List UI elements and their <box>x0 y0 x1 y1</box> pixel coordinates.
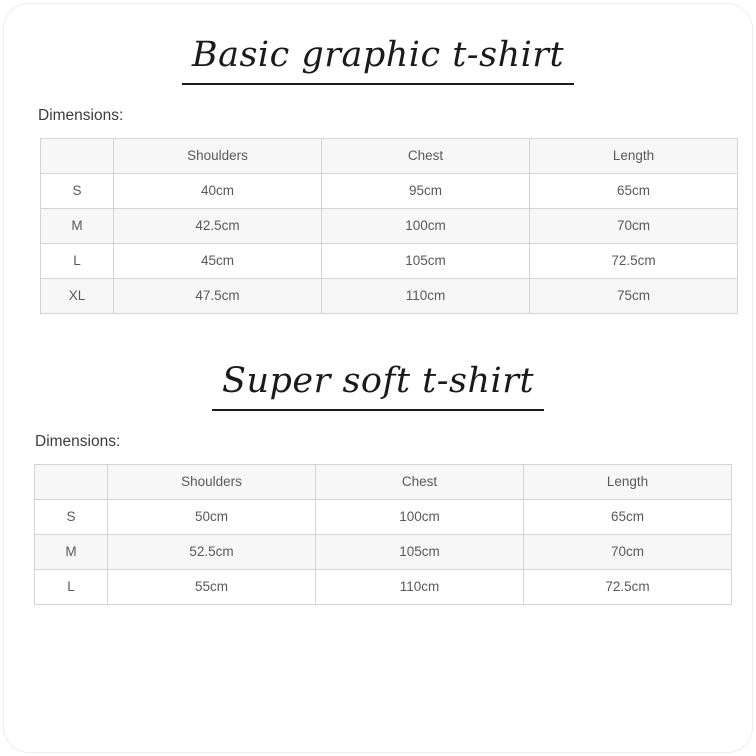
shoulders-value-cell: 55cm <box>108 569 316 604</box>
header-row <box>41 138 738 173</box>
size-cell: S <box>35 499 108 534</box>
table-row-m <box>41 208 738 243</box>
size-cell: L <box>41 243 114 278</box>
section-basic-graphic-tshirt <box>0 34 756 314</box>
column-header-shoulders: Shoulders <box>108 464 316 499</box>
dimensions-label: Dimensions: <box>38 106 124 124</box>
size-cell: L <box>35 569 108 604</box>
column-header-chest: Chest <box>316 464 524 499</box>
shoulders-value-cell: 40cm <box>114 173 322 208</box>
product-title-super-soft: Super soft t-shirt <box>212 360 544 411</box>
shoulders-value-cell: 42.5cm <box>114 208 322 243</box>
chest-value-cell: 100cm <box>322 208 530 243</box>
product-title-basic-graphic: Basic graphic t-shirt <box>182 34 574 85</box>
table-row-l <box>41 243 738 278</box>
length-value-cell: 65cm <box>524 499 732 534</box>
chest-value-cell: 105cm <box>322 243 530 278</box>
column-header-length: Length <box>530 138 738 173</box>
chest-value-cell: 110cm <box>322 278 530 313</box>
chest-value-cell: 95cm <box>322 173 530 208</box>
column-header-length: Length <box>524 464 732 499</box>
shoulders-value-cell: 47.5cm <box>114 278 322 313</box>
title-row <box>0 360 756 411</box>
header-row <box>35 464 732 499</box>
shoulders-value-cell: 52.5cm <box>108 534 316 569</box>
section-super-soft-tshirt <box>0 360 756 605</box>
table-row-s <box>41 173 738 208</box>
title-row <box>0 34 756 85</box>
length-value-cell: 70cm <box>524 534 732 569</box>
corner-header-cell <box>41 138 114 173</box>
size-table-super-soft <box>34 464 732 605</box>
size-cell: M <box>41 208 114 243</box>
size-cell: S <box>41 173 114 208</box>
length-value-cell: 72.5cm <box>530 243 738 278</box>
chest-value-cell: 110cm <box>316 569 524 604</box>
dimensions-label: Dimensions: <box>35 432 121 450</box>
chest-value-cell: 100cm <box>316 499 524 534</box>
length-value-cell: 72.5cm <box>524 569 732 604</box>
shoulders-value-cell: 45cm <box>114 243 322 278</box>
size-table-basic-graphic <box>40 138 738 314</box>
table-row-xl <box>41 278 738 313</box>
column-header-shoulders: Shoulders <box>114 138 322 173</box>
length-value-cell: 75cm <box>530 278 738 313</box>
corner-header-cell <box>35 464 108 499</box>
length-value-cell: 65cm <box>530 173 738 208</box>
size-cell: XL <box>41 278 114 313</box>
length-value-cell: 70cm <box>530 208 738 243</box>
size-cell: M <box>35 534 108 569</box>
table-row-s <box>35 499 732 534</box>
table-row-m <box>35 534 732 569</box>
column-header-chest: Chest <box>322 138 530 173</box>
chest-value-cell: 105cm <box>316 534 524 569</box>
shoulders-value-cell: 50cm <box>108 499 316 534</box>
table-row-l <box>35 569 732 604</box>
